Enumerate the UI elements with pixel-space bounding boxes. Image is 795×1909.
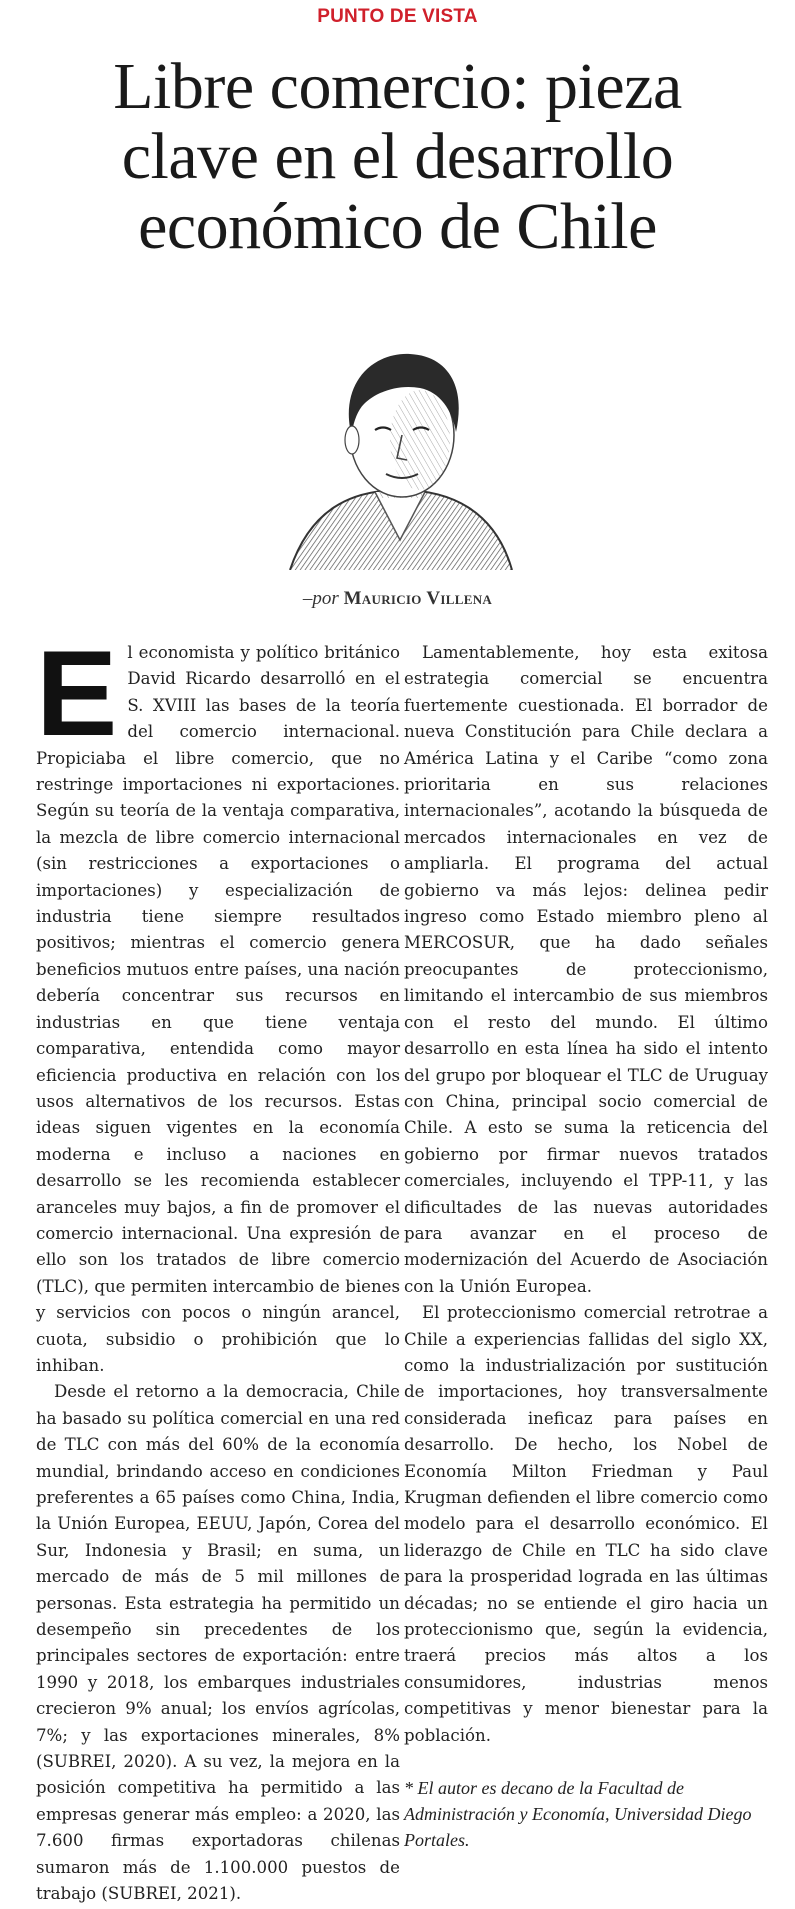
article-paragraph-1 <box>36 625 400 1379</box>
drop-cap: E <box>36 625 118 761</box>
author-note: * El autor es decano de la Facultad de Administración y Economía, Universidad Diego Portales. <box>404 1778 752 1851</box>
article-column-right <box>404 640 768 1853</box>
author-portrait-icon <box>280 340 520 570</box>
headline: Libre comercio: pieza clave en el desarrollo económico de Chile <box>113 50 682 263</box>
byline-prefix: –por <box>302 588 339 609</box>
section-label: PUNTO DE VISTA <box>317 6 478 27</box>
byline-author: Mauricio Villena <box>343 588 493 609</box>
article-column-left <box>36 625 400 1908</box>
article-paragraph-3: Lamentablemente, hoy esta exitosa estrategia comercial se encuentra fuertemente cuestionada. El borrador de nueva Constitución para Chile declara a América Latina y el Caribe “como zona prioritaria en sus relaciones internacionales”, acotando la búsqueda de mercados internacionales en vez de ampliarla. El programa del actual gobierno va más lejos: delinea pedir ingreso como Estado miembro pleno al MERCOSUR, que ha dado señales preocupantes de proteccionismo, limitando el intercambio de sus miembros con el resto del mundo. El último desarrollo en esta línea ha sido el intento del grupo por bloquear el TLC de Uruguay con China, principal socio comercial de Chile. A esto se suma la reticencia del gobierno por firmar nuevos tratados comerciales, incluyendo el TPP-11, y las dificultades de las nuevas autoridades para avanzar en el proceso de modernización del Acuerdo de Asociación con la Unión Europea. <box>404 643 768 1296</box>
article-paragraph-1-text: l economista y político británico David Ricardo desarrolló en el S. XVIII las bases de la teoría del comercio internacional. Propiciaba el libre comercio, que no restringe importaciones ni exportaciones. Según su teoría de la ventaja comparativa, la mezcla de libre comercio internacional (sin restricciones a exportaciones o importaciones) y especialización de industria tiene siempre resultados positivos; mientras el comercio genera beneficios mutuos entre países, una nación debería concentrar sus recursos en industrias en que tiene ventaja comparativa, entendida como mayor eficiencia productiva en relación con los usos alternativos de los recursos. Estas ideas siguen vigentes en la economía moderna e incluso a naciones en desarrollo se les recomienda establecer aranceles muy bajos, a fin de promover el comercio internacional. Una expresión de ello son los tratados de libre comercio (TLC), que permiten intercambio de bienes y servicios con pocos o ningún arancel, cuota, subsidio o prohibición que lo inhiban. <box>36 643 400 1375</box>
article-paragraph-2: Desde el retorno a la democracia, Chile ha basado su política comercial en una red de TLC con más del 60% de la economía mundial, brindando acceso en condiciones preferentes a 65 países como China, India, la Unión Europea, EEUU, Japón, Corea del Sur, Indonesia y Brasil; en suma, un mercado de más de 5 mil millones de personas. Esta estrategia ha permitido un desempeño sin precedentes de los principales sectores de exportación: entre 1990 y 2018, los embarques industriales crecieron 9% anual; los envíos agrícolas, 7%; y las exportaciones minerales, 8% (SUBREI, 2020). A su vez, la mejora en la posición competitiva ha permitido a las empresas generar más empleo: a 2020, las 7.600 firmas exportadoras chilenas sumaron más de 1.100.000 puestos de trabajo (SUBREI, 2021). <box>36 1382 400 1904</box>
article-paragraph-4: El proteccionismo comercial retrotrae a Chile a experiencias fallidas del siglo XX, como la industrialización por sustitución de importaciones, hoy transversalmente considerada ineficaz para países en desarrollo. De hecho, los Nobel de Economía Milton Friedman y Paul Krugman defienden el libre comercio como modelo para el desarrollo económico. El liderazgo de Chile en TLC ha sido clave para la prosperidad lograda en las últimas décadas; no se entiende el giro hacia un proteccionismo que, según la evidencia, traerá precios más altos a los consumidores, industrias menos competitivas y menor bienestar para la población. <box>404 1303 768 1745</box>
byline <box>0 588 795 610</box>
